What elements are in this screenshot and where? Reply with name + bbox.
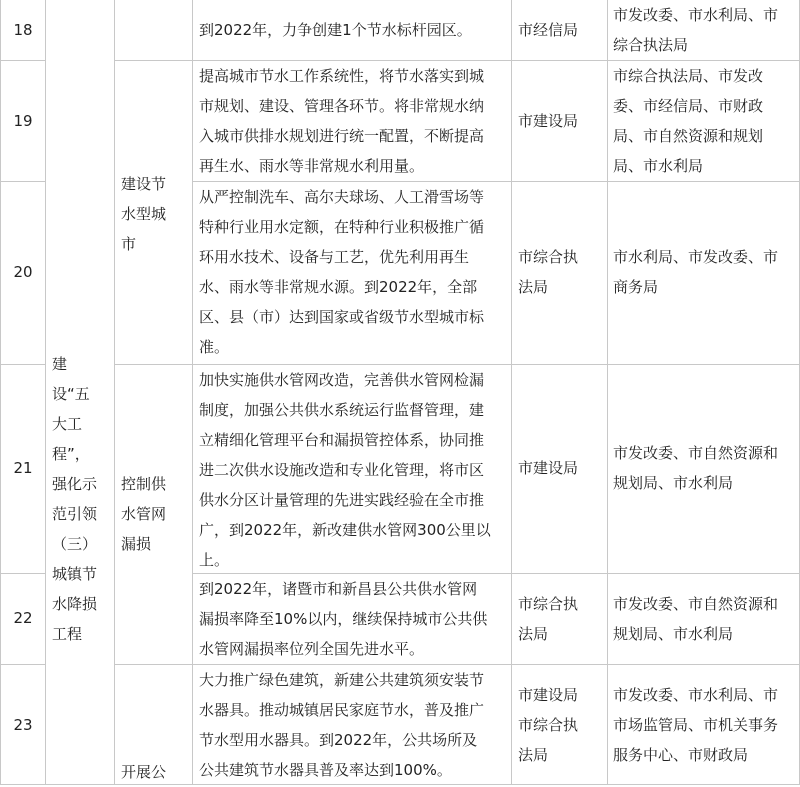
task-content: 提高城市节水工作系统性，将节水落实到城 市规划、建设、管理各环节。将非常规水纳 入城市供排水规划进行统一配置，不断提高 再生水、雨水等非常规水利用量。: [199, 67, 485, 175]
col-divider: [511, 0, 512, 785]
lead-department: 市建设局: [518, 112, 579, 130]
lead-department: 市建设局: [518, 459, 579, 477]
task-content: 大力推广绿色建筑，新建公共建筑须安装节 水器具。推动城镇居民家庭节水，普及推广 节水型用水器具。到2022年，公共场所及 公共建筑节水器具普及率达到100%。: [199, 671, 485, 779]
coop-departments: 市发改委、市水利局、市 市场监管局、市机关事务 服务中心、市财政局: [613, 686, 779, 764]
sub-category: 建设节 水型城 市: [121, 175, 167, 253]
sub-category: 控制供 水管网 漏损: [121, 475, 167, 553]
task-content: 到2022年，力争创建1个节水标杆园区。: [199, 21, 472, 39]
row-number: 20: [13, 263, 33, 281]
row-divider: [0, 664, 45, 665]
coop-departments: 市发改委、市自然资源和 规划局、市水利局: [613, 444, 779, 492]
coop-departments: 市综合执法局、市发改 委、市经信局、市财政 局、市自然资源和规划 局、市水利局: [613, 67, 764, 175]
coop-departments: 市水利局、市发改委、市 商务局: [613, 248, 779, 296]
row-divider: [0, 364, 45, 365]
lead-department: 市经信局: [518, 21, 579, 39]
row-number: 18: [13, 21, 33, 39]
row-divider: [0, 573, 45, 574]
task-content: 从严控制洗车、高尔夫球场、人工滑雪场等 特种行业用水定额，在特种行业积极推广循 环用水技术、设备与工艺，优先利用再生 水、雨水等非常规水源。到2022年，全部 区、县（市）达到国家或省级节水型城市标 准。: [199, 188, 485, 356]
task-content: 加快实施供水管网改造，完善供水管网检漏 制度，加强公共供水系统运行监督管理，建 立精细化管理平台和漏损管控体系，协同推 进二次供水设施改造和专业化管理，将市区 供水分区计量管理的先进实践经验在全市推 广，到2022年，新改建供水管网300公里以 上。: [199, 371, 491, 569]
row-divider: [0, 60, 45, 61]
row-number: 23: [13, 716, 33, 734]
col-divider: [114, 0, 115, 785]
task-content: 到2022年，诸暨市和新昌县公共供水管网 漏损率降至10%以内，继续保持城市公共供 水管网漏损率位列全国先进水平。: [199, 580, 488, 658]
col-divider: [45, 0, 46, 785]
row-number: 19: [13, 112, 33, 130]
coop-departments: 市发改委、市自然资源和 规划局、市水利局: [613, 595, 779, 643]
coop-departments: 市发改委、市水利局、市 综合执法局: [613, 6, 779, 54]
sub-category: 开展公: [121, 763, 167, 781]
category-main: 建 设“五 大工 程”， 强化示 范引领 （三） 城镇节 水降损 工程: [52, 355, 98, 643]
lead-department: 市建设局 市综合执 法局: [518, 686, 579, 764]
row-divider: [0, 181, 45, 182]
lead-department: 市综合执 法局: [518, 248, 579, 296]
row-number: 21: [13, 459, 33, 477]
row-number: 22: [13, 609, 33, 627]
lead-department: 市综合执 法局: [518, 595, 579, 643]
col-divider: [192, 0, 193, 785]
